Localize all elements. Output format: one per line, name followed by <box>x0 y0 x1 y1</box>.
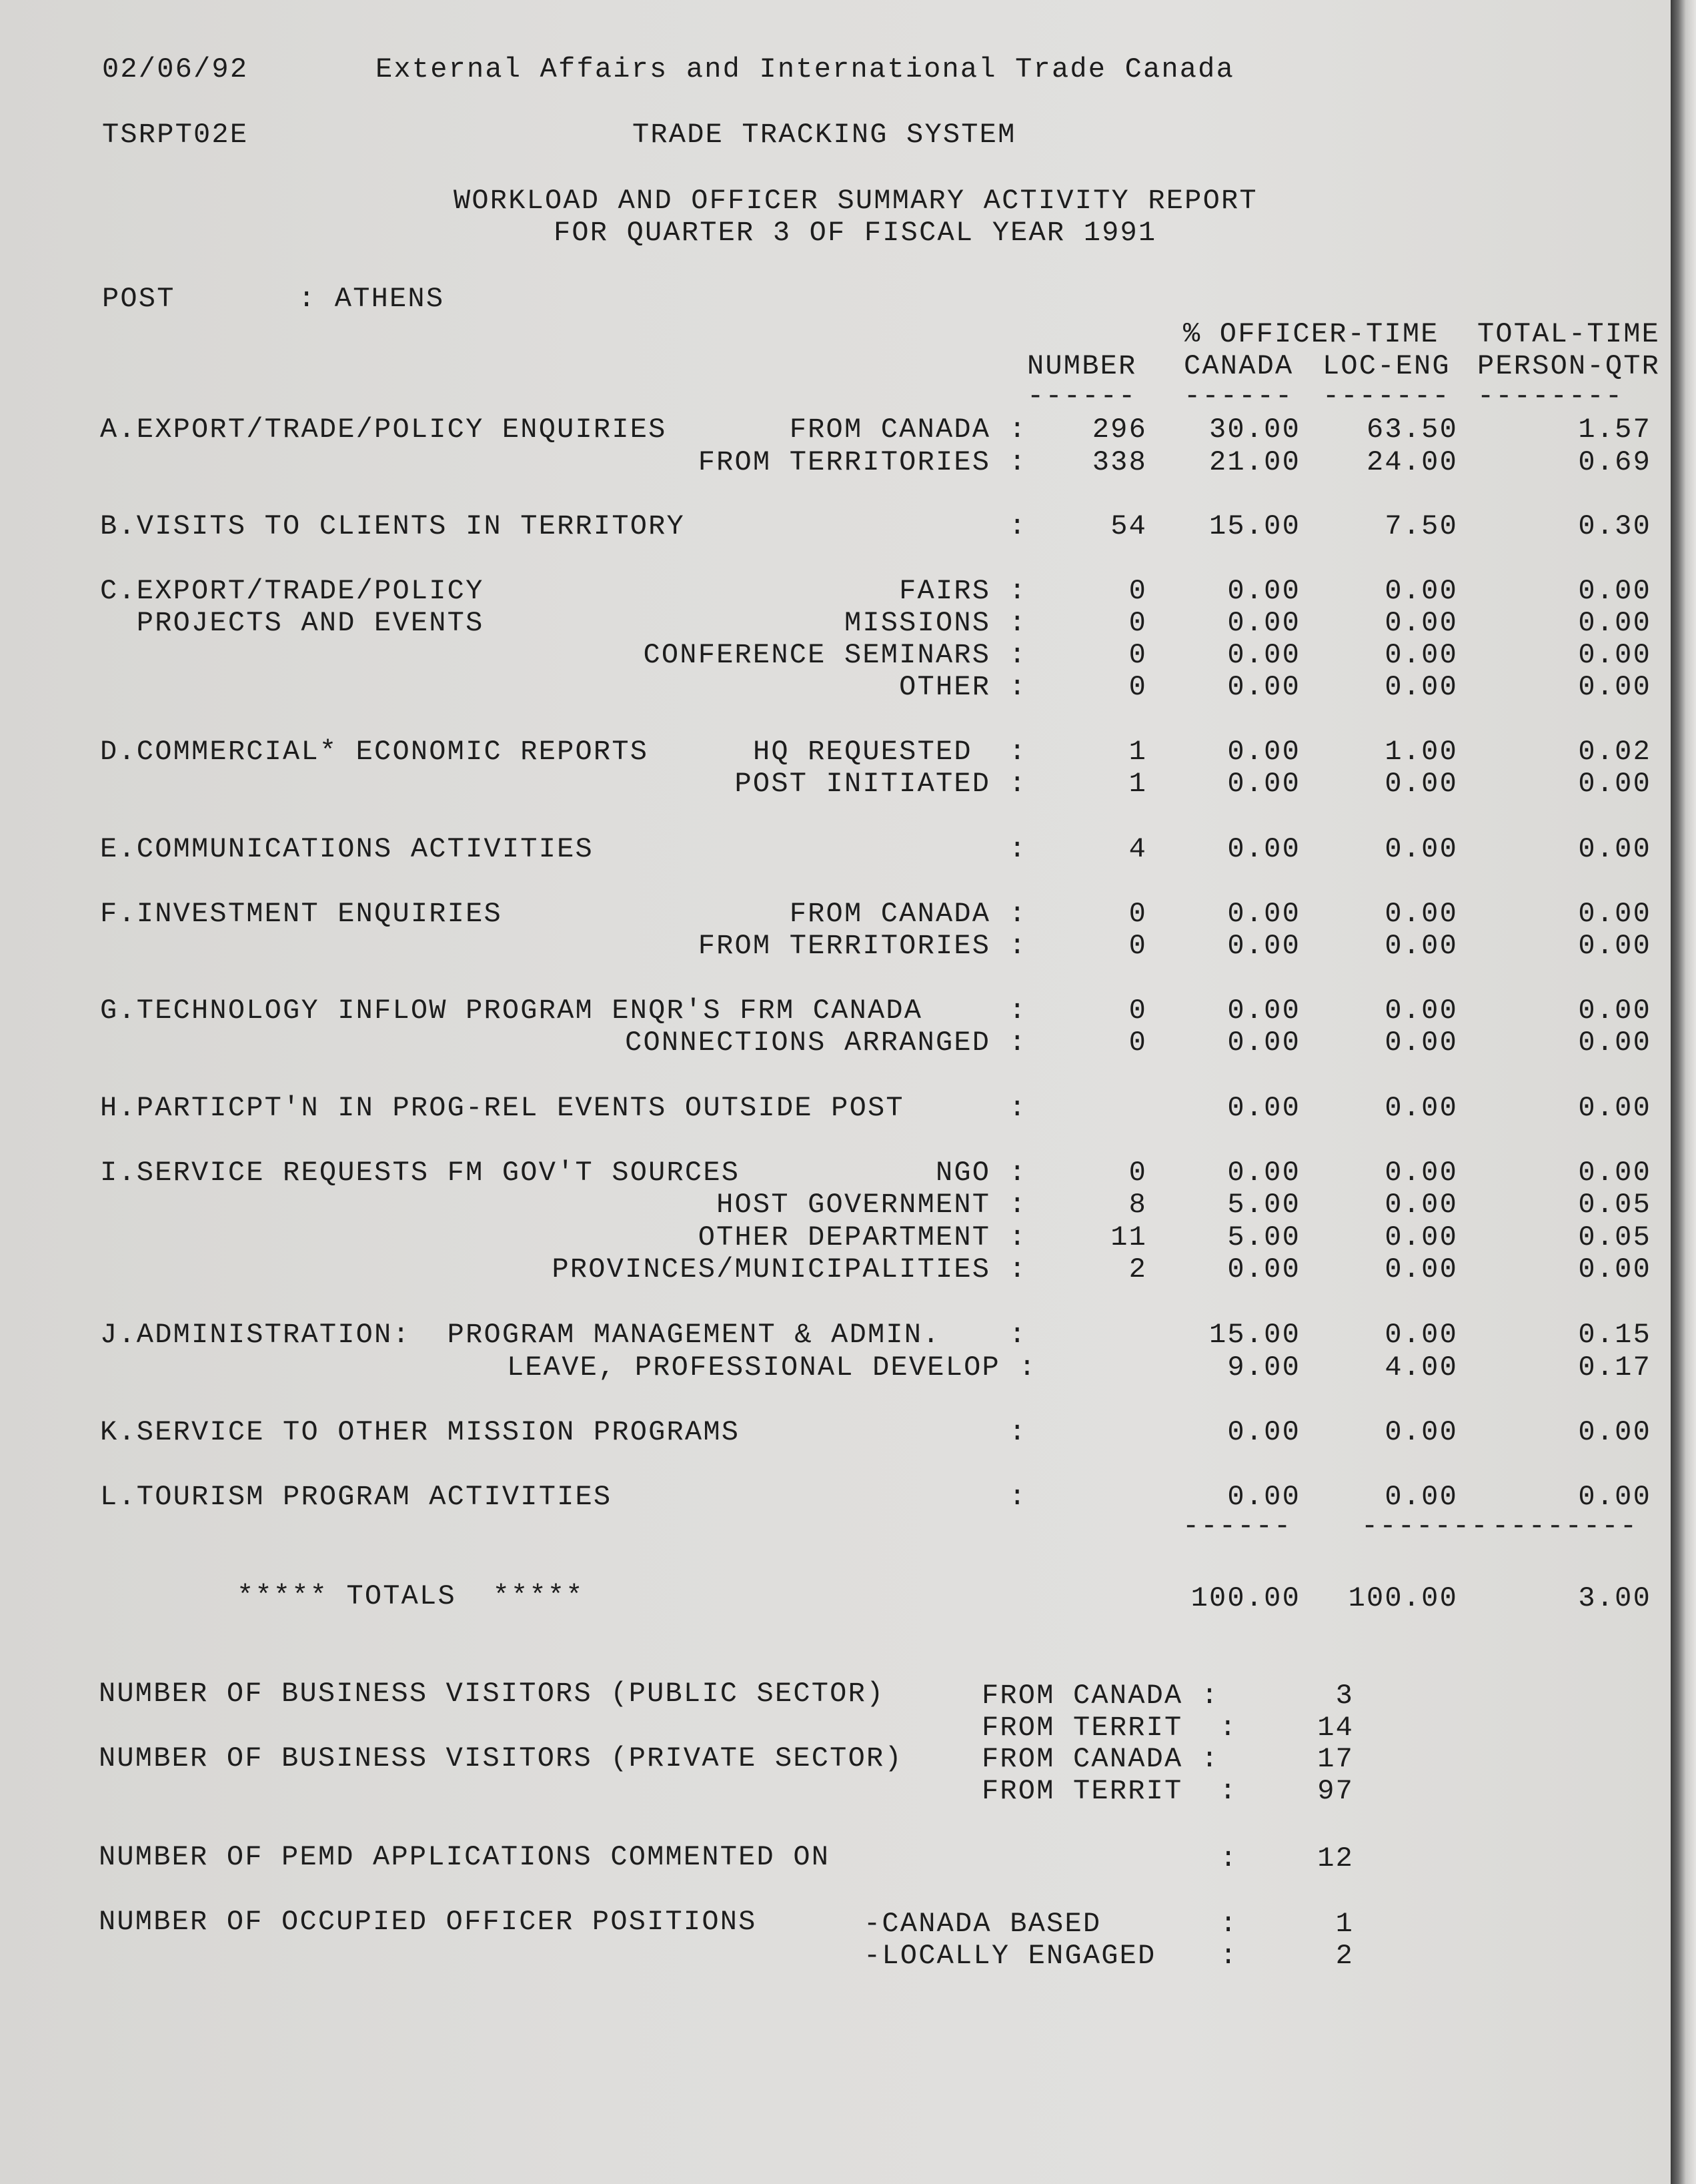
row-label: I.SERVICE REQUESTS FM GOV'T SOURCES <box>100 1157 740 1189</box>
row-sublabel: : <box>1008 1319 1027 1351</box>
row-person-qtr: 0.17 <box>1578 1351 1651 1384</box>
report-subtitle: FOR QUARTER 3 OF FISCAL YEAR 1991 <box>554 217 1157 249</box>
pemd-label: NUMBER OF PEMD APPLICATIONS COMMENTED ON <box>99 1841 830 1873</box>
row-person-qtr: 0.02 <box>1578 736 1651 768</box>
row-pct-loc-eng: 0.00 <box>1385 1481 1458 1513</box>
row-label: F.INVESTMENT ENQUIRIES <box>100 898 502 930</box>
positions-locally-engaged-colon: : <box>1220 1940 1238 1972</box>
column-header-loc-eng: LOC-ENG <box>1323 350 1451 382</box>
row-pct-loc-eng: 0.00 <box>1385 1319 1458 1351</box>
column-underline-loc-eng: ------- <box>1323 380 1451 412</box>
row-pct-loc-eng: 0.00 <box>1385 898 1458 930</box>
row-pct-loc-eng: 0.00 <box>1385 930 1458 962</box>
row-label: H.PARTICPT'N IN PROG-REL EVENTS OUTSIDE POST <box>100 1092 904 1124</box>
row-pct-loc-eng: 1.00 <box>1385 736 1458 768</box>
row-pct-canada: 21.00 <box>1208 446 1301 478</box>
row-label: J.ADMINISTRATION: PROGRAM MANAGEMENT & ADMIN. <box>100 1319 941 1351</box>
positions-canada-based-label: -CANADA BASED <box>864 1908 1102 1940</box>
visitors-private-from-canada-label: FROM CANADA : <box>982 1743 1220 1775</box>
row-number: 11 <box>1110 1221 1147 1253</box>
totals-rule-canada: ------ <box>1182 1510 1293 1542</box>
visitors-private-label: NUMBER OF BUSINESS VISITORS (PRIVATE SECTOR) <box>99 1742 903 1774</box>
row-pct-loc-eng: 0.00 <box>1385 1092 1458 1124</box>
row-pct-canada: 0.00 <box>1227 833 1301 865</box>
row-pct-canada: 5.00 <box>1227 1221 1301 1253</box>
row-number: 0 <box>1128 930 1147 962</box>
row-label: B.VISITS TO CLIENTS IN TERRITORY <box>100 510 685 542</box>
row-person-qtr: 0.30 <box>1578 510 1651 542</box>
row-pct-canada: 15.00 <box>1208 1319 1301 1351</box>
system-name: TRADE TRACKING SYSTEM <box>632 119 1016 151</box>
row-person-qtr: 0.00 <box>1578 607 1651 639</box>
row-person-qtr: 0.00 <box>1578 995 1651 1027</box>
post-value: : ATHENS <box>298 283 445 315</box>
row-number: 0 <box>1128 671 1147 703</box>
row-person-qtr: 0.05 <box>1578 1221 1651 1253</box>
column-underline-canada: ------ <box>1184 380 1294 412</box>
row-pct-canada: 0.00 <box>1227 639 1301 671</box>
column-header-canada: CANADA <box>1184 350 1294 382</box>
row-sublabel: : <box>1008 1416 1027 1448</box>
visitors-public-from-canada-label: FROM CANADA : <box>982 1680 1220 1712</box>
row-label: G.TECHNOLOGY INFLOW PROGRAM ENQR'S FRM CANADA <box>100 995 923 1027</box>
row-pct-loc-eng: 7.50 <box>1385 510 1458 542</box>
row-pct-canada: 9.00 <box>1227 1351 1301 1384</box>
row-pct-canada: 0.00 <box>1227 1416 1301 1448</box>
row-pct-canada: 0.00 <box>1227 607 1301 639</box>
row-pct-loc-eng: 0.00 <box>1385 768 1458 800</box>
row-pct-canada: 0.00 <box>1227 1157 1301 1189</box>
row-pct-canada: 0.00 <box>1227 1253 1301 1285</box>
pemd-colon: : <box>1220 1842 1238 1874</box>
row-label: D.COMMERCIAL* ECONOMIC REPORTS <box>100 736 649 768</box>
row-pct-canada: 0.00 <box>1227 575 1301 607</box>
row-sublabel: OTHER : <box>899 671 1027 703</box>
row-pct-loc-eng: 0.00 <box>1385 1027 1458 1059</box>
row-sublabel: : <box>1008 995 1027 1027</box>
row-person-qtr: 0.00 <box>1578 930 1651 962</box>
row-person-qtr: 0.00 <box>1578 639 1651 671</box>
row-label: L.TOURISM PROGRAM ACTIVITIES <box>100 1481 612 1513</box>
row-person-qtr: 0.00 <box>1578 1416 1651 1448</box>
row-pct-loc-eng: 4.00 <box>1385 1351 1458 1384</box>
pemd-value: 12 <box>1317 1842 1354 1874</box>
row-person-qtr: 0.69 <box>1578 446 1651 478</box>
row-pct-loc-eng: 0.00 <box>1385 671 1458 703</box>
row-sublabel: POST INITIATED : <box>734 768 1027 800</box>
visitors-public-from-territ-value: 14 <box>1317 1712 1354 1744</box>
row-pct-loc-eng: 24.00 <box>1366 446 1458 478</box>
row-sublabel: FROM CANADA : <box>789 414 1027 446</box>
row-label: A.EXPORT/TRADE/POLICY ENQUIRIES <box>100 414 667 446</box>
column-underline-person-qtr: -------- <box>1477 380 1624 412</box>
visitors-public-label: NUMBER OF BUSINESS VISITORS (PUBLIC SECTOR) <box>99 1678 885 1710</box>
row-pct-loc-eng: 0.00 <box>1385 575 1458 607</box>
row-number: 8 <box>1128 1189 1147 1221</box>
row-label: PROJECTS AND EVENTS <box>100 607 484 639</box>
row-pct-canada: 15.00 <box>1208 510 1301 542</box>
totals-person-qtr: 3.00 <box>1578 1582 1651 1614</box>
row-sublabel: : <box>1008 1481 1027 1513</box>
row-pct-loc-eng: 0.00 <box>1385 1189 1458 1221</box>
row-person-qtr: 0.00 <box>1578 1027 1651 1059</box>
totals-rule-person-qtr: -------- <box>1492 1510 1639 1542</box>
row-sublabel: FAIRS : <box>899 575 1027 607</box>
row-number: 0 <box>1128 898 1147 930</box>
row-number: 0 <box>1128 607 1147 639</box>
row-pct-loc-eng: 0.00 <box>1385 995 1458 1027</box>
row-pct-canada: 0.00 <box>1227 1027 1301 1059</box>
row-pct-loc-eng: 0.00 <box>1385 607 1458 639</box>
visitors-public-from-territ-label: FROM TERRIT : <box>982 1712 1238 1744</box>
row-number: 1 <box>1128 768 1147 800</box>
positions-label: NUMBER OF OCCUPIED OFFICER POSITIONS <box>99 1906 757 1938</box>
row-sublabel: NGO : <box>935 1157 1027 1189</box>
row-number: 0 <box>1128 575 1147 607</box>
positions-locally-engaged-value: 2 <box>1335 1940 1354 1972</box>
post-label: POST <box>102 283 175 315</box>
row-person-qtr: 0.00 <box>1578 1481 1651 1513</box>
column-header-person-qtr: PERSON-QTR <box>1477 350 1661 382</box>
row-sublabel: FROM TERRITORIES : <box>698 446 1027 478</box>
row-person-qtr: 0.00 <box>1578 575 1651 607</box>
row-person-qtr: 0.00 <box>1578 671 1651 703</box>
row-pct-loc-eng: 0.00 <box>1385 833 1458 865</box>
row-pct-canada: 0.00 <box>1227 898 1301 930</box>
row-pct-canada: 0.00 <box>1227 736 1301 768</box>
row-label: K.SERVICE TO OTHER MISSION PROGRAMS <box>100 1416 740 1448</box>
row-pct-canada: 0.00 <box>1227 671 1301 703</box>
row-pct-loc-eng: 63.50 <box>1366 414 1458 446</box>
row-sublabel: : <box>1008 833 1027 865</box>
totals-label: ***** TOTALS ***** <box>237 1580 584 1612</box>
row-person-qtr: 0.00 <box>1578 898 1651 930</box>
visitors-private-from-territ-value: 97 <box>1317 1775 1354 1807</box>
totals-canada: 100.00 <box>1190 1582 1301 1614</box>
row-pct-loc-eng: 0.00 <box>1385 1157 1458 1189</box>
row-number: 0 <box>1128 639 1147 671</box>
row-person-qtr: 0.00 <box>1578 1157 1651 1189</box>
row-pct-canada: 5.00 <box>1227 1189 1301 1221</box>
row-sublabel: MISSIONS : <box>844 607 1027 639</box>
row-pct-canada: 0.00 <box>1227 1092 1301 1124</box>
totals-loc-eng: 100.00 <box>1348 1582 1458 1614</box>
row-person-qtr: 0.00 <box>1578 1092 1651 1124</box>
row-pct-loc-eng: 0.00 <box>1385 1253 1458 1285</box>
page-edge-shadow <box>1671 0 1696 2184</box>
row-number: 0 <box>1128 1027 1147 1059</box>
row-number: 4 <box>1128 833 1147 865</box>
row-number: 296 <box>1092 414 1147 446</box>
row-pct-canada: 0.00 <box>1227 995 1301 1027</box>
row-number: 0 <box>1128 1157 1147 1189</box>
row-sublabel: HQ REQUESTED : <box>752 736 1027 768</box>
row-sublabel: HOST GOVERNMENT : <box>716 1189 1027 1221</box>
row-person-qtr: 0.00 <box>1578 768 1651 800</box>
positions-locally-engaged-label: -LOCALLY ENGAGED <box>864 1940 1156 1972</box>
row-sublabel: PROVINCES/MUNICIPALITIES : <box>552 1253 1027 1285</box>
row-sublabel: LEAVE, PROFESSIONAL DEVELOP : <box>507 1351 1037 1384</box>
column-header-pct-officer-time: % OFFICER-TIME <box>1183 318 1439 350</box>
organization-name: External Affairs and International Trade Canada <box>375 53 1234 85</box>
positions-canada-based-colon: : <box>1220 1908 1238 1940</box>
row-pct-loc-eng: 0.00 <box>1385 1416 1458 1448</box>
report-date: 02/06/92 <box>102 53 249 85</box>
row-number: 2 <box>1128 1253 1147 1285</box>
row-number: 338 <box>1092 446 1147 478</box>
row-sublabel: OTHER DEPARTMENT : <box>698 1221 1027 1253</box>
visitors-private-from-territ-label: FROM TERRIT : <box>982 1775 1238 1807</box>
positions-canada-based-value: 1 <box>1335 1908 1354 1940</box>
row-person-qtr: 1.57 <box>1578 414 1651 446</box>
row-sublabel: FROM CANADA : <box>789 898 1027 930</box>
row-label: E.COMMUNICATIONS ACTIVITIES <box>100 833 594 865</box>
row-person-qtr: 0.00 <box>1578 833 1651 865</box>
row-number: 0 <box>1128 995 1147 1027</box>
column-header-total-time: TOTAL-TIME <box>1477 318 1661 350</box>
row-sublabel: CONNECTIONS ARRANGED : <box>625 1027 1027 1059</box>
column-header-number: NUMBER <box>1027 350 1137 382</box>
row-sublabel: CONFERENCE SEMINARS : <box>643 639 1027 671</box>
row-person-qtr: 0.05 <box>1578 1189 1651 1221</box>
report-title: WORKLOAD AND OFFICER SUMMARY ACTIVITY REPORT <box>454 185 1258 217</box>
visitors-private-from-canada-value: 17 <box>1317 1743 1354 1775</box>
row-sublabel: : <box>1008 510 1027 542</box>
row-person-qtr: 0.15 <box>1578 1319 1651 1351</box>
column-underline-number: ------ <box>1027 380 1137 412</box>
row-pct-canada: 30.00 <box>1208 414 1301 446</box>
totals-rule-loc-eng: ------- <box>1361 1510 1489 1542</box>
row-pct-canada: 0.00 <box>1227 930 1301 962</box>
row-sublabel: : <box>1008 1092 1027 1124</box>
row-pct-canada: 0.00 <box>1227 1481 1301 1513</box>
row-pct-loc-eng: 0.00 <box>1385 639 1458 671</box>
row-label: C.EXPORT/TRADE/POLICY <box>100 575 484 607</box>
row-sublabel: FROM TERRITORIES : <box>698 930 1027 962</box>
row-person-qtr: 0.00 <box>1578 1253 1651 1285</box>
report-id: TSRPT02E <box>102 119 249 151</box>
row-number: 54 <box>1110 510 1147 542</box>
row-pct-canada: 0.00 <box>1227 768 1301 800</box>
row-pct-loc-eng: 0.00 <box>1385 1221 1458 1253</box>
row-number: 1 <box>1128 736 1147 768</box>
visitors-public-from-canada-value: 3 <box>1335 1680 1354 1712</box>
